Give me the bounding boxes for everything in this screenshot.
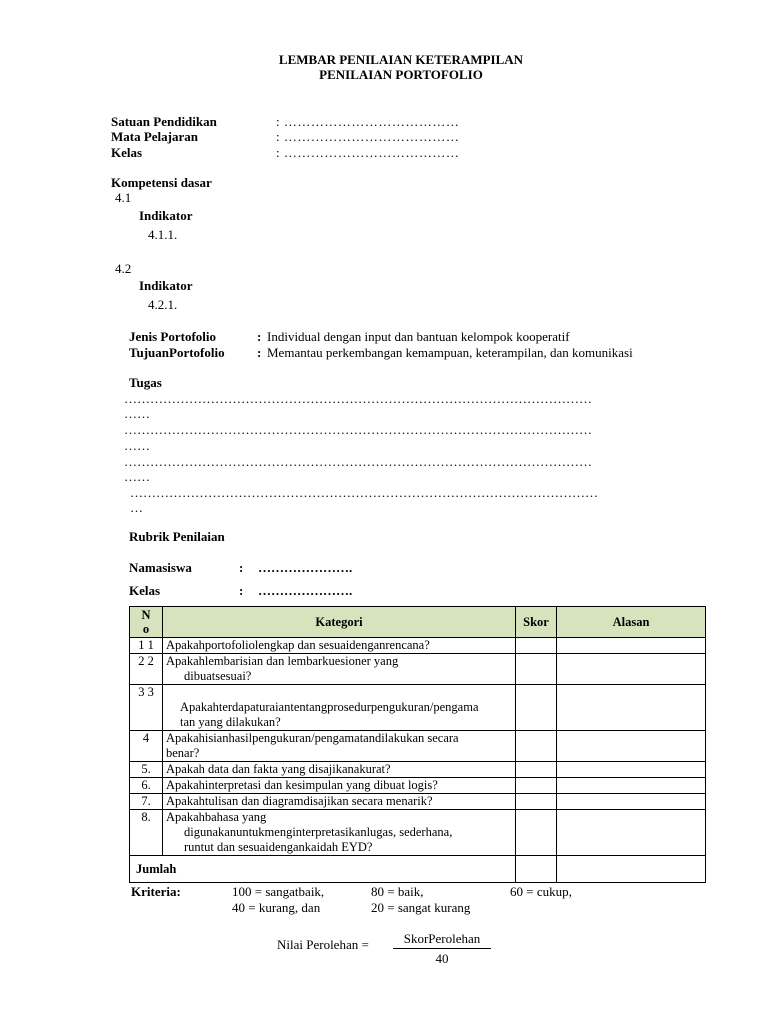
row-kategori [163, 810, 516, 856]
namasiswa-colon: : [239, 560, 244, 575]
kategori-line: benar? [166, 746, 200, 760]
rubrik-kelas-value: …………………. [258, 583, 353, 598]
rubrik-kelas-colon: : [239, 583, 244, 598]
header-alasan: Alasan [557, 607, 706, 638]
tugas-heading: Tugas [129, 375, 162, 390]
row-skor-cell[interactable] [516, 778, 557, 794]
formula-denominator: 40 [435, 951, 449, 966]
tugas-line: ……………………………………………………………………………………………… [124, 422, 592, 437]
row-skor-cell[interactable] [516, 794, 557, 810]
kriteria-item: 20 = sangat kurang [371, 900, 471, 915]
row-number: 7. [130, 794, 163, 810]
jenis-portofolio-value: Individual dengan input dan bantuan kelompok kooperatif [267, 329, 570, 344]
row-alasan-cell[interactable] [557, 685, 706, 731]
kategori-line: digunakanuntukmenginterpretasikanlugas, sederhana, [184, 825, 453, 839]
row-alasan-cell[interactable] [557, 794, 706, 810]
kategori-line: tan yang dilakukan? [180, 715, 281, 729]
kategori-line: Apakahterdapaturaiantentangprosedurpengukuran/pengama [180, 700, 479, 714]
rubrik-heading: Rubrik Penilaian [129, 529, 225, 544]
kriteria-item: 40 = kurang, dan [232, 900, 321, 915]
row-skor-cell[interactable] [516, 638, 557, 654]
row-kategori [163, 638, 516, 654]
table-row [130, 762, 706, 778]
rubrik-kelas-label: Kelas [129, 583, 161, 598]
row-kategori [163, 654, 516, 685]
kategori-line: Apakahinterpretasi dan kesimpulan yang dibuat logis? [166, 778, 438, 792]
tugas-line: ……………………………………………………………………………………………… [124, 454, 592, 469]
indikator-number: 4.1.1. [148, 227, 178, 242]
tujuan-portofolio-value: Memantau perkembangan kemampuan, keterampilan, dan komunikasi [267, 345, 633, 360]
header-no-line1: N [141, 608, 151, 622]
row-alasan-cell[interactable] [557, 762, 706, 778]
indikator-label: Indikator [139, 208, 193, 223]
row-skor-cell[interactable] [516, 731, 557, 762]
table-row [130, 810, 706, 856]
row-kategori [163, 731, 516, 762]
rubric-table [129, 606, 706, 883]
row-skor-cell[interactable] [516, 810, 557, 856]
kategori-line [166, 685, 512, 700]
table-row [130, 685, 706, 731]
indikator-label: Indikator [139, 278, 193, 293]
kategori-line: Apakah data dan fakta yang disajikanakurat? [166, 762, 391, 776]
row-kategori [163, 794, 516, 810]
table-row [130, 731, 706, 762]
formula-lhs: Nilai Perolehan = [277, 937, 369, 952]
formula-fraction [393, 930, 491, 967]
kelas-label: Kelas [111, 145, 143, 160]
tugas-line: …… [124, 438, 150, 453]
jumlah-alasan-cell[interactable] [557, 856, 706, 883]
page-title-line2: PENILAIAN PORTOFOLIO [319, 67, 483, 82]
kategori-line: Apakahlembarisian dan lembarkuesioner yang [166, 654, 399, 668]
namasiswa-label: Namasiswa [129, 560, 192, 575]
kriteria-label: Kriteria: [131, 884, 181, 899]
table-row [130, 638, 706, 654]
fraction-bar [393, 948, 491, 949]
kategori-line: Apakahbahasa yang [166, 810, 267, 824]
row-skor-cell[interactable] [516, 654, 557, 685]
row-number: 5. [130, 762, 163, 778]
row-kategori [163, 778, 516, 794]
kriteria-item: 80 = baik, [371, 884, 424, 899]
row-skor-cell[interactable] [516, 685, 557, 731]
header-skor: Skor [516, 607, 557, 638]
row-alasan-cell[interactable] [557, 731, 706, 762]
namasiswa-value: …………………. [258, 560, 353, 575]
row-number: 8. [130, 810, 163, 856]
mata-pelajaran-label: Mata Pelajaran [111, 129, 199, 144]
kriteria-item: 60 = cukup, [510, 884, 572, 899]
tugas-line: … [130, 500, 143, 515]
row-skor-cell[interactable] [516, 762, 557, 778]
jumlah-label: Jumlah [130, 856, 516, 883]
row-number: 3 3 [130, 685, 163, 731]
header-kategori: Kategori [163, 607, 516, 638]
mata-pelajaran-value: : ………………………………… [276, 129, 460, 144]
jumlah-skor-cell[interactable] [516, 856, 557, 883]
satuan-pendidikan-value: : ………………………………… [276, 114, 460, 129]
kategori-line: Apakahportofoliolengkap dan sesuaidenganrencana? [166, 638, 430, 652]
row-alasan-cell[interactable] [557, 654, 706, 685]
tujuan-colon: : [257, 345, 262, 360]
header-no [130, 607, 163, 638]
kd-number: 4.1 [115, 190, 132, 205]
row-number: 4 [130, 731, 163, 762]
row-number: 1 1 [130, 638, 163, 654]
tujuan-portofolio-label: TujuanPortofolio [129, 345, 225, 360]
tugas-line: ……………………………………………………………………………………………… [130, 485, 598, 500]
table-row [130, 778, 706, 794]
kd-number: 4.2 [115, 261, 132, 276]
tugas-line: …… [124, 469, 150, 484]
jenis-colon: : [257, 329, 262, 344]
tugas-line: …… [124, 406, 150, 421]
row-alasan-cell[interactable] [557, 810, 706, 856]
tugas-line: ……………………………………………………………………………………………… [124, 391, 592, 406]
kategori-line: Apakahisianhasilpengukuran/pengamatandilakukan secara [166, 731, 459, 745]
kategori-line: dibuatsesuai? [184, 669, 252, 683]
kategori-line: Apakahtulisan dan diagramdisajikan secara menarik? [166, 794, 433, 808]
kd-heading: Kompetensi dasar [111, 175, 212, 190]
kriteria-item: 100 = sangatbaik, [232, 884, 325, 899]
kategori-line: runtut dan sesuaidengankaidah EYD? [184, 840, 373, 854]
row-number: 6. [130, 778, 163, 794]
table-header-row [130, 607, 706, 638]
jumlah-row [130, 856, 706, 883]
indikator-number: 4.2.1. [148, 297, 178, 312]
satuan-pendidikan-label: Satuan Pendidikan [111, 114, 217, 129]
jenis-portofolio-label: Jenis Portofolio [129, 329, 217, 344]
row-number: 2 2 [130, 654, 163, 685]
table-row [130, 654, 706, 685]
table-row [130, 794, 706, 810]
page-title-line1: LEMBAR PENILAIAN KETERAMPILAN [278, 52, 524, 67]
row-alasan-cell[interactable] [557, 638, 706, 654]
row-kategori [163, 762, 516, 778]
kelas-value: : ………………………………… [276, 145, 460, 160]
header-no-line2: o [142, 622, 150, 636]
row-kategori [163, 685, 516, 731]
row-alasan-cell[interactable] [557, 778, 706, 794]
formula-numerator: SkorPerolehan [403, 931, 481, 946]
